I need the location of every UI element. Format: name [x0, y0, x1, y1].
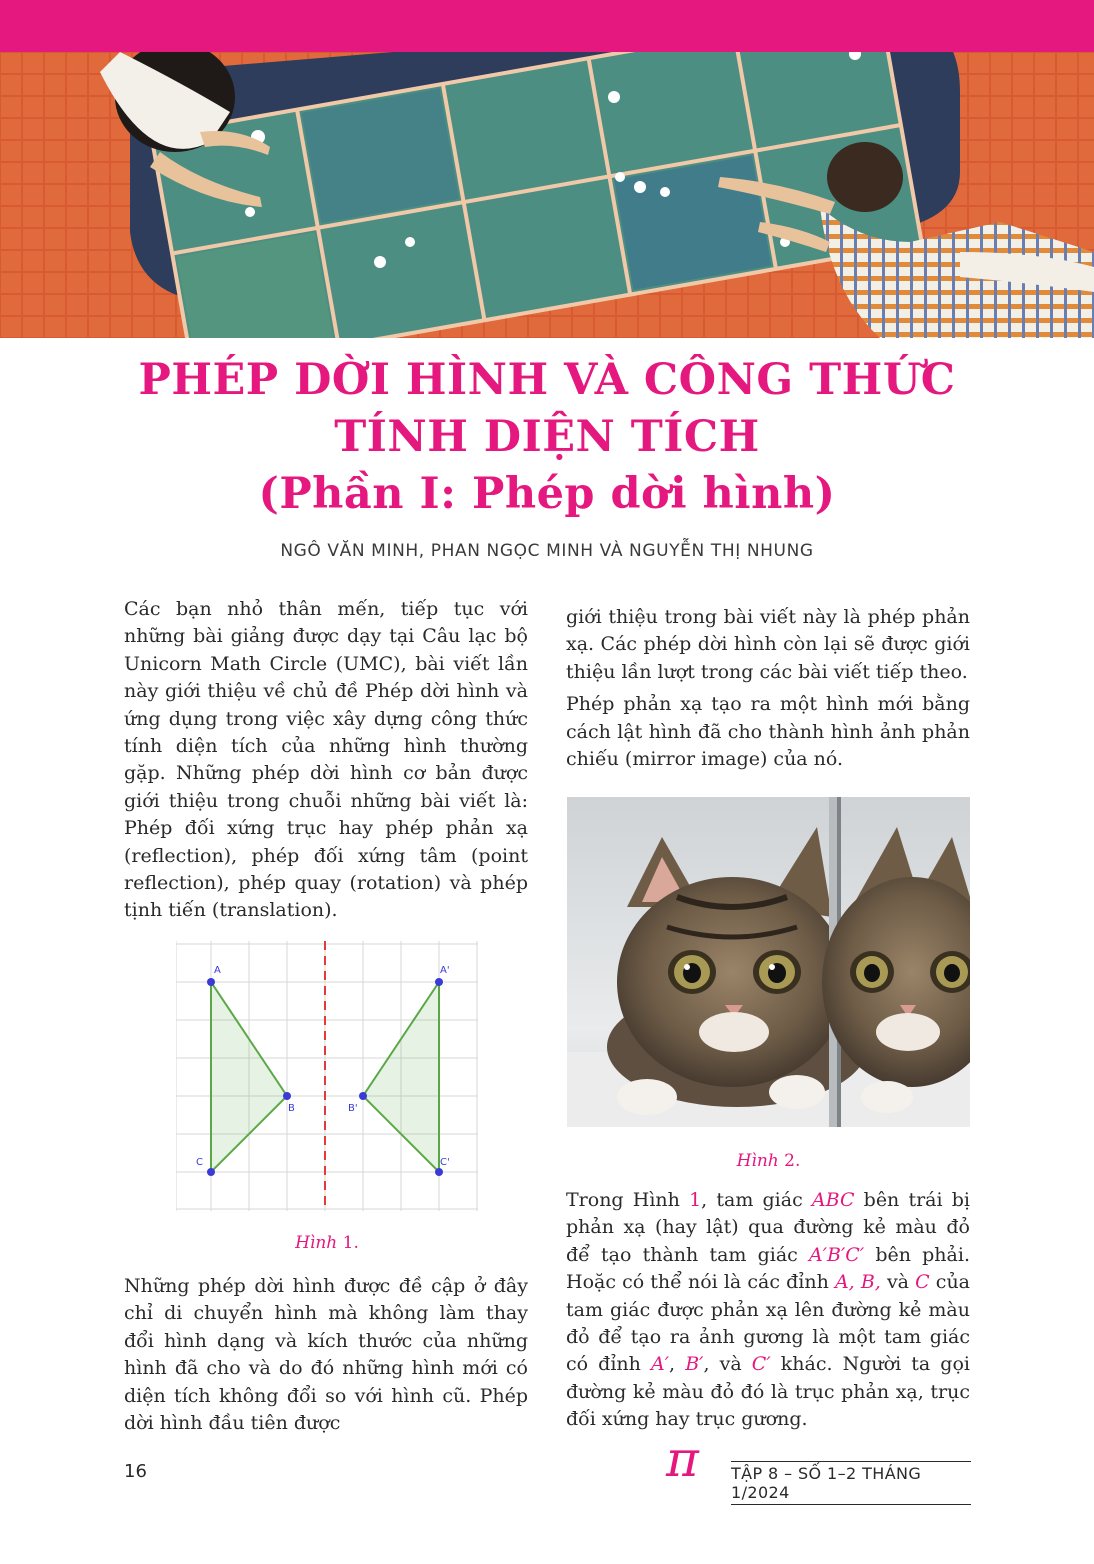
label-b-prime: B'	[348, 1103, 358, 1114]
page-number: 16	[124, 1461, 147, 1482]
vertex-b-prime	[359, 1092, 367, 1100]
left-column-lower	[124, 1273, 528, 1437]
vertex-a-prime	[435, 978, 443, 986]
title-line-1: PHÉP DỜI HÌNH VÀ CÔNG THỨC	[138, 355, 956, 405]
fig1-caption-number: 1.	[337, 1233, 359, 1253]
transformations-paragraph: Những phép dời hình được đề cập ở đây chỉ di chuyển hình mà không làm thay đổi hình dạng và kích thước của những hình đã cho và do đó những hình mới có diện tích không đổi so với hình cũ. Phép dời hình đầu tiên được	[124, 1275, 528, 1435]
kitten-mirror-image	[567, 797, 970, 1127]
text-span: ,	[669, 1353, 686, 1376]
title-line-2: TÍNH DIỆN TÍCH	[334, 412, 760, 462]
reflection-grid-svg	[176, 941, 478, 1211]
vertex-c-prime	[435, 1168, 443, 1176]
text-span: , và	[703, 1353, 752, 1376]
pi-logo-icon: π	[666, 1430, 699, 1488]
math-c-prime: C′	[751, 1353, 771, 1376]
figure-1-reflection-diagram	[176, 941, 478, 1211]
text-span: , tam giác	[701, 1189, 812, 1211]
math-c: C	[915, 1271, 930, 1294]
math-a-b: A, B,	[834, 1271, 881, 1294]
figure-1-caption	[176, 1233, 478, 1253]
article-title	[0, 352, 1094, 523]
text-span: Trong Hình	[566, 1189, 690, 1211]
fig2-caption-number: 2.	[778, 1151, 801, 1171]
text-span: bên trái bị phản xạ (hay lật) qua đường kẻ màu đỏ để tạo thành tam giác	[566, 1189, 971, 1266]
vertex-a	[207, 978, 215, 986]
text-span: khác. Người ta gọi đường kẻ màu đỏ đó là trục phản xạ, trục đối xứng hay trục gương.	[566, 1353, 970, 1431]
reflection-explanation-paragraph	[566, 1187, 970, 1434]
text-span: bên phải. Hoặc có thể nói là các đỉnh	[566, 1243, 970, 1294]
figure-2-kitten-mirror-photo	[567, 797, 970, 1127]
right-column	[566, 604, 970, 773]
left-column	[124, 596, 528, 925]
top-accent-bar	[0, 0, 1094, 52]
label-c-prime: C'	[440, 1157, 450, 1168]
issue-info: TẬP 8 – SỐ 1–2 THÁNG 1/2024	[731, 1461, 971, 1505]
vertex-b	[283, 1092, 291, 1100]
vertex-c	[207, 1168, 215, 1176]
label-a: A	[214, 965, 221, 976]
fig1-caption-word: Hình	[295, 1233, 338, 1253]
header-illustration	[0, 52, 1094, 338]
math-abc: ABC	[811, 1189, 855, 1211]
math-abc-prime: A′B′C′	[808, 1243, 865, 1266]
fig2-caption-word: Hình	[736, 1151, 779, 1171]
continuation-paragraph: giới thiệu trong bài viết này là phép phản xạ. Các phép dời hình còn lại sẽ được giới thiệu lần lượt trong các bài viết tiếp theo.	[566, 606, 970, 683]
text-span: và	[880, 1271, 916, 1294]
figure-2-caption	[567, 1151, 970, 1171]
label-b: B	[288, 1103, 295, 1114]
title-line-3: (Phần I: Phép dời hình)	[258, 469, 836, 519]
math-b-prime: B′	[685, 1353, 704, 1376]
right-column-lower	[566, 1187, 970, 1434]
reflection-definition-paragraph: Phép phản xạ tạo ra một hình mới bằng cách lật hình đã cho thành hình ảnh phản chiếu (mirror image) của nó.	[566, 693, 970, 771]
text-span: của tam giác được phản xạ lên đường kẻ màu đỏ để tạo ra ảnh gương là một tam giác có đỉnh	[566, 1271, 971, 1376]
label-c: C	[196, 1157, 203, 1168]
math-a-prime: A′	[651, 1353, 670, 1376]
figure-reference: 1	[689, 1189, 702, 1211]
authors: NGÔ VĂN MINH, PHAN NGỌC MINH VÀ NGUYỄN THỊ NHUNG	[280, 541, 814, 561]
intro-paragraph: Các bạn nhỏ thân mến, tiếp tục với những bài giảng được dạy tại Câu lạc bộ Unicorn Math Circle (UMC), bài viết lần này giới thiệu về chủ đề Phép dời hình và ứng dụng trong việc xây dựng công thức tính diện tích của những hình thường gặp. Những phép dời hình cơ bản được giới thiệu trong chuỗi những bài viết là: Phép đối xứng trục hay phép phản xạ (reflection), phép đối xứng tâm (point reflection), phép quay (rotation) và phép tịnh tiến (translation).	[124, 598, 528, 922]
label-a-prime: A'	[440, 965, 450, 976]
hopscotch-illustration	[0, 52, 1094, 338]
